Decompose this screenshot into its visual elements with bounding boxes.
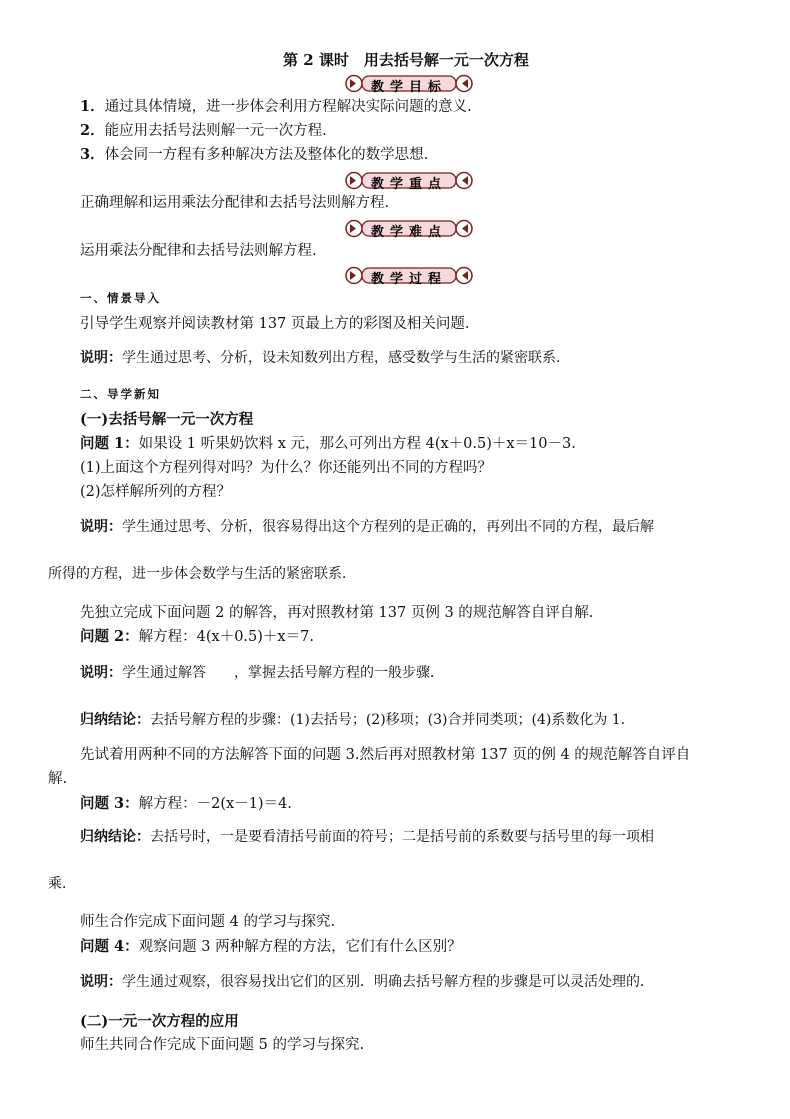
question-4: 问题 4：观察问题 3 两种解方程的方法，它们有什么区别？ — [80, 938, 462, 955]
question-1-part-a: (1)上面这个方程列得对吗？为什么？你还能列出不同的方程吗？ — [80, 460, 493, 476]
banner-key-points — [345, 171, 473, 190]
objective-3: 3．体会同一方程有多种解决方法及整体化的数学思想. — [80, 146, 429, 163]
paragraph-question-3-line-2: 解. — [48, 771, 68, 787]
question-1: 问题 1：如果设 1 听果奶饮料 x 元，那么可列出方程 4(x＋0.5)＋x＝10－3. — [80, 435, 576, 452]
subsection-heading-1: (一)去括号解一元一次方程 — [80, 411, 254, 428]
banner-label: 教学过程 — [370, 272, 447, 287]
objective-1: 1．通过具体情境，进一步体会利用方程解决实际问题的意义. — [80, 98, 472, 115]
banner-label: 教学重点 — [370, 177, 447, 192]
banner-label: 教学目标 — [370, 80, 447, 95]
banner-label: 教学难点 — [370, 225, 447, 240]
paragraph-question-5: 师生共同合作完成下面问题 5 的学习与探究. — [80, 1037, 365, 1053]
note-2-line-2: 所得的方程，进一步体会数学与生活的紧密联系． — [48, 566, 356, 582]
subsection-heading-2: (二)一元一次方程的应用 — [80, 1013, 239, 1030]
banner-difficulties — [345, 219, 473, 238]
question-1-part-b: (2)怎样解所列的方程？ — [80, 484, 232, 500]
section1-text: 引导学生观察并阅读教材第 137 页最上方的彩图及相关问题. — [80, 316, 470, 332]
key-points-text: 正确理解和运用乘法分配律和去括号法则解方程. — [80, 195, 390, 211]
lesson-title: 第 2 课时 用去括号解一元一次方程 — [283, 51, 529, 69]
conclusion-2-line-1: 归纳结论：去括号时，一是要看清括号前面的符号；二是括号前的系数要与括号里的每一项相 — [80, 829, 654, 845]
paragraph-question-2: 先独立完成下面问题 2 的解答，再对照教材第 137 页例 3 的规范解答自评自解. — [80, 605, 594, 621]
section-heading-1: 一、情景导入 — [80, 291, 161, 305]
banner-objectives — [345, 74, 473, 93]
question-3: 问题 3：解方程：－2(x－1)＝4. — [80, 795, 292, 812]
section-heading-2: 二、导学新知 — [80, 387, 161, 401]
conclusion-2-line-2: 乘． — [48, 876, 76, 892]
note-3: 说明：学生通过解答 ，掌握去括号解方程的一般步骤． — [80, 665, 444, 681]
note-4: 说明：学生通过观察，很容易找出它们的区别．明确去括号解方程的步骤是可以灵活处理的． — [80, 974, 654, 990]
paragraph-question-4: 师生合作完成下面问题 4 的学习与探究. — [80, 914, 336, 930]
banner-process — [345, 266, 473, 285]
objective-2: 2．能应用去括号法则解一元一次方程. — [80, 122, 327, 139]
difficulties-text: 运用乘法分配律和去括号法则解方程. — [80, 243, 317, 259]
paragraph-question-3-line-1: 先试着用两种不同的方法解答下面的问题 3.然后再对照教材第 137 页的例 4 的规范解答自评自 — [80, 747, 691, 763]
question-2: 问题 2：解方程：4(x＋0.5)＋x＝7. — [80, 628, 314, 645]
section1-note: 说明：学生通过思考、分析，设未知数列出方程，感受数学与生活的紧密联系． — [80, 350, 570, 366]
note-2-line-1: 说明：学生通过思考、分析，很容易得出这个方程列的是正确的，再列出不同的方程，最后解 — [80, 519, 654, 535]
conclusion-1: 归纳结论：去括号解方程的步骤：(1)去括号；(2)移项；(3)合并同类项；(4)系数化为 1. — [80, 712, 626, 728]
